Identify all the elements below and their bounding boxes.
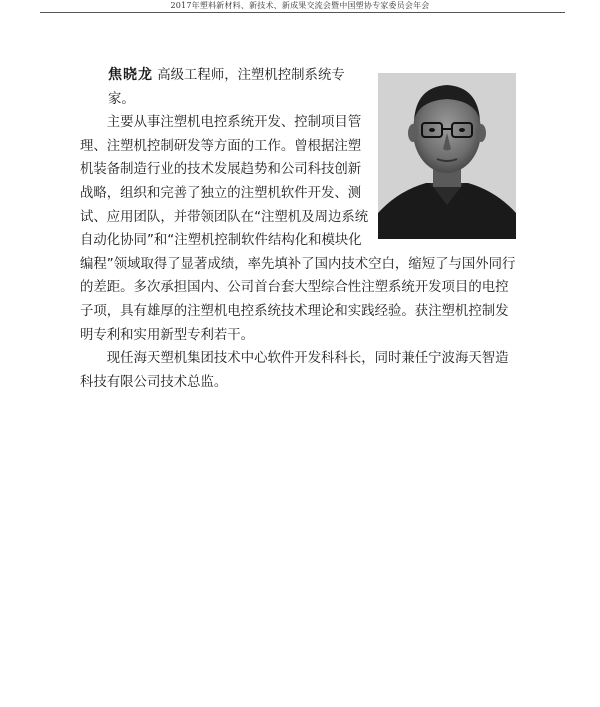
photo-text-wrap-spacer xyxy=(370,64,520,239)
running-header-text: 2017年塑料新材料、新技术、新成果交流会暨中国塑协专家委员会年会 xyxy=(170,1,430,10)
bio-paragraph-2: 现任海天塑机集团技术中心软件开发科科长，同时兼任宁波海天智造科技有限公司技术总监。 xyxy=(80,351,509,390)
person-name: 焦晓龙 xyxy=(108,67,153,83)
header-divider xyxy=(40,12,565,13)
biography-text xyxy=(80,64,520,394)
bio-paragraph-1: 主要从事注塑机电控系统开发、控制项目管理、注塑机控制研发等方面的工作。曾根据注塑机装备制造行业的技术发展趋势和公司科技创新战略，组织和完善了独立的注塑机软件开发、测试、应用团队，并带领团队在“注塑机及周边系统自动化协同”和“注塑机控制软件结构化和模块化编程”领域取得了显著成绩，率先填补了国内技术空白，缩短了与国外同行的差距。多次承担国内、公司首台套大型综合性注塑系统开发项目的电控子项，具有雄厚的注塑机电控系统技术理论和实践经验。获注塑机控制发明专利和实用新型专利若干。 xyxy=(80,115,516,343)
person-title: 高级工程师，注塑机控制系统专家。 xyxy=(108,68,345,107)
